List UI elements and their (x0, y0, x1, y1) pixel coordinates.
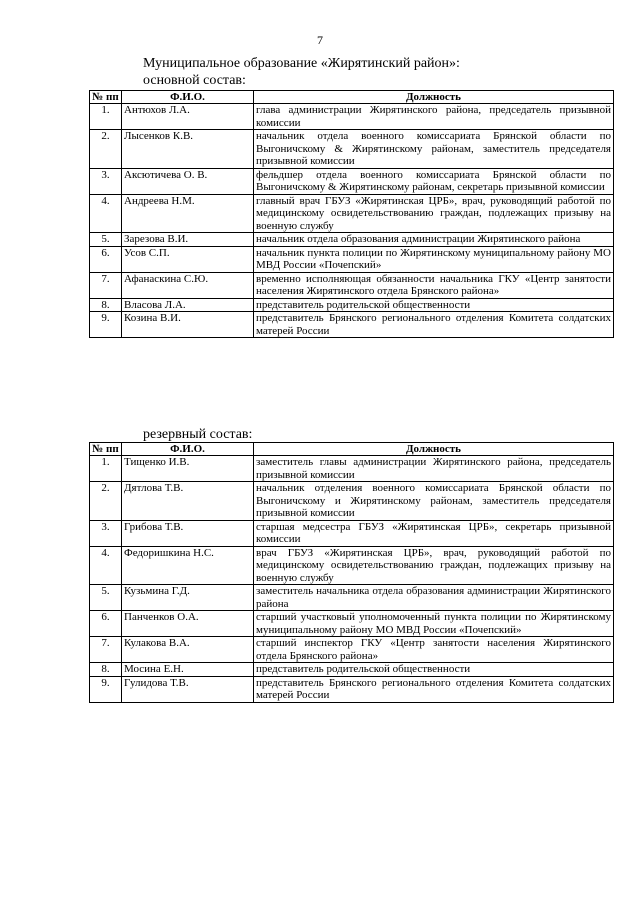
row-position: врач ГБУЗ «Жирятинская ЦРБ», врач, руководящий работой по медицинскому освидетельствованию граждан, подлежащих призыву на военную службу (254, 546, 614, 585)
row-number: 4. (90, 194, 122, 233)
table-row (90, 312, 614, 338)
main-composition-table (89, 90, 614, 338)
row-position: начальник пункта полиции по Жирятинскому муниципальному району МО МВД России «Почепский» (254, 246, 614, 272)
table-row (90, 246, 614, 272)
document-title: Муниципальное образование «Жирятинский район»: (143, 56, 460, 71)
row-number: 8. (90, 663, 122, 677)
table-row (90, 456, 614, 482)
reserve-table-body (90, 456, 614, 703)
row-position: представитель родительской общественности (254, 298, 614, 312)
row-number: 9. (90, 312, 122, 338)
table-row (90, 272, 614, 298)
row-full-name: Тищенко И.В. (122, 456, 254, 482)
row-full-name: Афанаскина С.Ю. (122, 272, 254, 298)
row-full-name: Лысенков К.В. (122, 130, 254, 169)
row-number: 6. (90, 246, 122, 272)
table-row (90, 104, 614, 130)
table-row (90, 194, 614, 233)
row-number: 9. (90, 676, 122, 702)
reserve-composition-label: резервный состав: (143, 427, 253, 442)
row-full-name: Козина В.И. (122, 312, 254, 338)
row-number: 1. (90, 104, 122, 130)
row-full-name: Усов С.П. (122, 246, 254, 272)
row-position: старший участковый уполномоченный пункта полиции по Жирятинскому муниципальному району МО МВД России «Почепский» (254, 611, 614, 637)
table-row (90, 637, 614, 663)
row-number: 8. (90, 298, 122, 312)
table-row (90, 611, 614, 637)
row-full-name: Зарезова В.И. (122, 233, 254, 247)
row-position: представитель родительской общественности (254, 663, 614, 677)
main-composition-label: основной состав: (143, 73, 246, 88)
row-number: 2. (90, 130, 122, 169)
row-full-name: Антюхов Л.А. (122, 104, 254, 130)
row-position: фельдшер отдела военного комиссариата Брянской области по Выгоничскому & Жирятинскому районам, секретарь призывной комиссии (254, 168, 614, 194)
row-position: начальник отдела образования администрации Жирятинского района (254, 233, 614, 247)
row-position: заместитель начальника отдела образования администрации Жирятинского района (254, 585, 614, 611)
table-row (90, 130, 614, 169)
row-number: 1. (90, 456, 122, 482)
table-row (90, 663, 614, 677)
table-header-row (90, 443, 614, 456)
row-number: 4. (90, 546, 122, 585)
row-number: 2. (90, 482, 122, 521)
row-full-name: Дятлова Т.В. (122, 482, 254, 521)
table-header-row (90, 91, 614, 104)
row-full-name: Грибова Т.В. (122, 520, 254, 546)
header-full-name: Ф.И.О. (122, 91, 254, 104)
row-position: представитель Брянского регионального отделения Комитета солдатских матерей России (254, 312, 614, 338)
row-position: заместитель главы администрации Жирятинского района, председатель призывной комиссии (254, 456, 614, 482)
table-row (90, 676, 614, 702)
row-position: старшая медсестра ГБУЗ «Жирятинская ЦРБ», секретарь призывной комиссии (254, 520, 614, 546)
row-full-name: Андреева Н.М. (122, 194, 254, 233)
row-number: 7. (90, 637, 122, 663)
table-row (90, 298, 614, 312)
row-number: 6. (90, 611, 122, 637)
row-full-name: Аксютичева О. В. (122, 168, 254, 194)
page-number: 7 (317, 33, 323, 47)
row-number: 5. (90, 585, 122, 611)
reserve-composition-table (89, 442, 614, 703)
main-table-body (90, 104, 614, 338)
row-position: начальник отдела военного комиссариата Брянской области по Выгоничскому & Жирятинскому районам, заместитель председателя призывной комиссии (254, 130, 614, 169)
row-position: временно исполняющая обязанности начальника ГКУ «Центр занятости населения Жирятинского отдела Брянского района» (254, 272, 614, 298)
row-full-name: Власова Л.А. (122, 298, 254, 312)
header-number: № пп (90, 443, 122, 456)
row-full-name: Федоришкина Н.С. (122, 546, 254, 585)
row-full-name: Кузьмина Г.Д. (122, 585, 254, 611)
table-row (90, 168, 614, 194)
row-position: главный врач ГБУЗ «Жирятинская ЦРБ», врач, руководящий работой по медицинскому освидетельствованию граждан, подлежащих призыву на военную службу (254, 194, 614, 233)
header-full-name: Ф.И.О. (122, 443, 254, 456)
row-full-name: Гулидова Т.В. (122, 676, 254, 702)
row-position: глава администрации Жирятинского района, председатель призывной комиссии (254, 104, 614, 130)
table-row (90, 520, 614, 546)
row-position: начальник отделения военного комиссариата Брянской области по Выгоничскому и Жирятинскому районам, заместитель председателя призывной комиссии (254, 482, 614, 521)
row-full-name: Мосина Е.Н. (122, 663, 254, 677)
row-full-name: Панченков О.А. (122, 611, 254, 637)
table-row (90, 585, 614, 611)
table-row (90, 482, 614, 521)
row-number: 3. (90, 168, 122, 194)
row-position: старший инспектор ГКУ «Центр занятости населения Жирятинского отдела Брянского района» (254, 637, 614, 663)
table-row (90, 233, 614, 247)
row-number: 7. (90, 272, 122, 298)
row-position: представитель Брянского регионального отделения Комитета солдатских матерей России (254, 676, 614, 702)
row-number: 5. (90, 233, 122, 247)
header-position: Должность (254, 91, 614, 104)
header-number: № пп (90, 91, 122, 104)
table-row (90, 546, 614, 585)
row-full-name: Кулакова В.А. (122, 637, 254, 663)
header-position: Должность (254, 443, 614, 456)
row-number: 3. (90, 520, 122, 546)
